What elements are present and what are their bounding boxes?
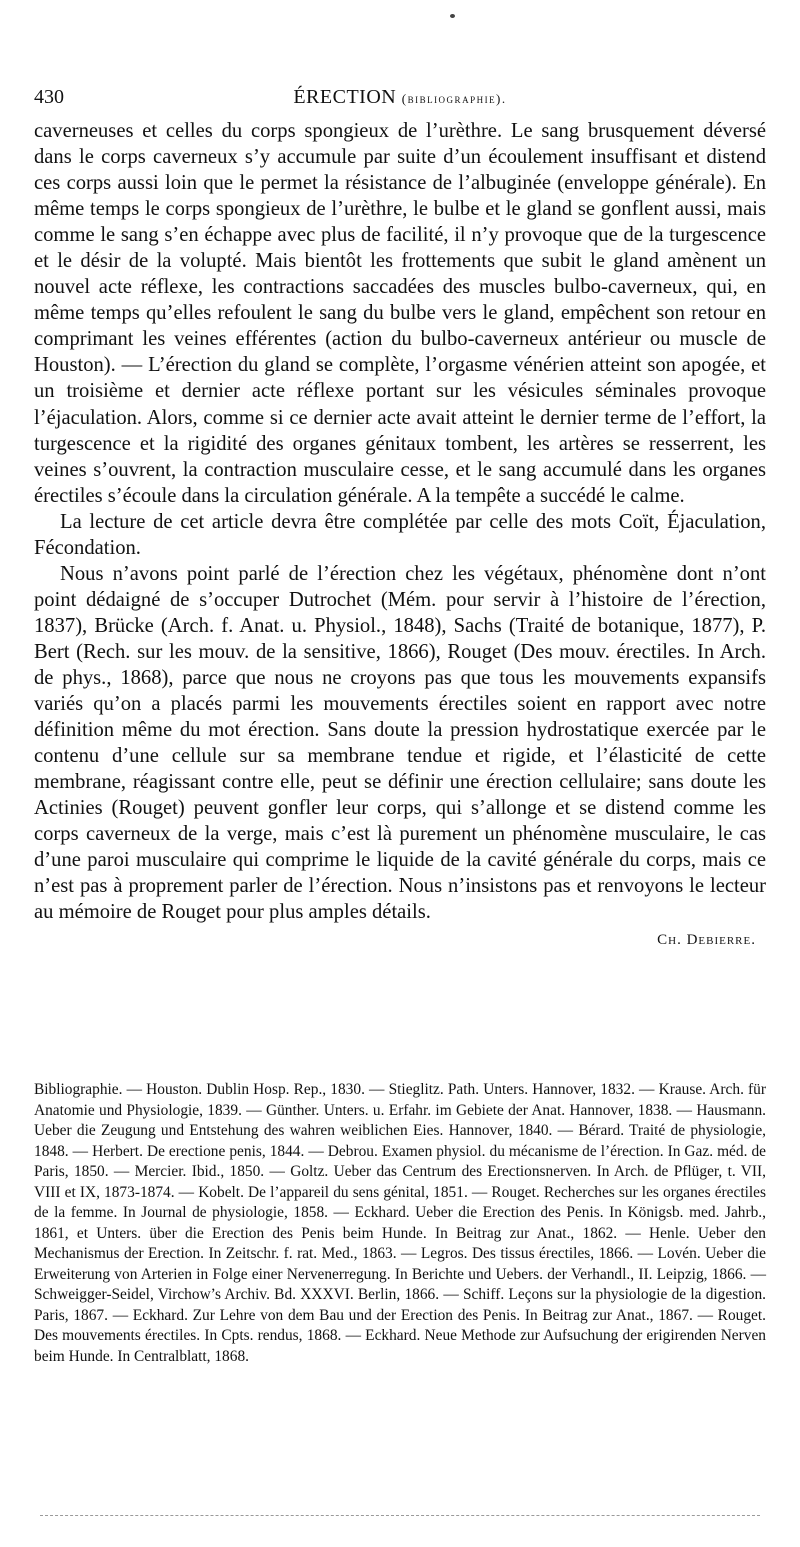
bibliography-text: Bibliographie. — Houston. Dublin Hosp. Rep., 1830. — Stieglitz. Path. Unters. Hannover, 1832. — Krause. Arch. für Anatomie und Physiologie, 1839. — Günther. Unters. u. Erfahr. im Gebiete der Anat. Hannover, 1838. — Hausmann. Ueber die Zeugung und Entstehung des wahren weiblichen Eies. Hannover, 1840. — Bérard. Traité de physiologie, 1848. — Herbert. De erectione penis, 1844. — Debrou. Examen physiol. du mécanisme de l’érection. In Gaz. méd. de Paris, 1850. — Mercier. Ibid., 1850. — Goltz. Ueber das Centrum des Erectionsnerven. In Arch. de Pflüger, t. VII, VIII et IX, 1873-1874. — Kobelt. De l’appareil du sens génital, 1851. — Rouget. Recherches sur les organes érectiles de la femme. In Journal de physiologie, 1858. — Eckhard. Ueber die Erection des Penis. In Königsb. med. Jahrb., 1861, et Unters. über die Erection des Penis beim Hunde. In Beitrag zur Anat., 1862. — Henle. Ueber den Mechanismus der Erection. In Zeitschr. f. rat. Med., 1863. — Legros. Des tissus érectiles, 1866. — Lovén. Ueber die Erweiterung von Arterien in Folge einer Nervenerregung. In Berichte und Uebers. der Verhandl., II. Leipzig, 1866. — Schweigger-Seidel, Virchow’s Archiv. Bd. XXXVI. Berlin, 1866. — Schiff. Leçons sur la physiologie de la digestion. Paris, 1867. — Eckhard. Zur Lehre von dem Bau und der Erection des Penis. In Beitrag zur Anat., 1867. — Rouget. Des mouvements érectiles. In Cpts. rendus, 1868. — Eckhard. Neue Methode zur Aufsuchung der erigirenden Nerven beim Hunde. In Centralblatt, 1868. (34, 1081, 766, 1365)
page-number: 430 (34, 86, 64, 108)
paragraph-see-also: La lecture de cet article devra être complétée par celle des mots Coït, Éjaculation, Fécondation. (34, 510, 766, 559)
running-title (34, 86, 766, 109)
author-signature (34, 925, 766, 953)
book-page (34, 0, 766, 1547)
footer-rule (40, 1515, 760, 1516)
running-title-main: ÉRECTION (293, 86, 397, 108)
running-title-subtitle: (bibliographie). (401, 91, 507, 106)
paragraph-physiology: caverneuses et celles du corps spongieux de l’urèthre. Le sang brusquement déversé dans le corps caverneux s’y accumule par suite d’un écoulement insuffisant et distend ces corps aussi loin que le permet la résistance de l’albuginée (enveloppe générale). En même temps le corps spongieux de l’urèthre, le bulbe et le gland se gonflent aussi, mais comme le sang s’en échappe avec plus de facilité, il n’y provoque que de la turgescence et le désir de la volupté. Mais bientôt les frottements que subit le gland amènent un nouvel acte réflexe, les contractions saccadées des muscles bulbo-caverneux, qui, en même temps qu’elles refoulent le sang du bulbe vers le gland, empêchent son retour en comprimant les veines efférentes (action du bulbo-caverneux antérieur ou muscle de Houston). — L’érection du gland se complète, l’orgasme vénérien atteint son apogée, et un troisième et dernier acte réflexe portant sur les vésicules séminales provoque l’éjaculation. Alors, comme si ce dernier acte avait atteint le dernier terme de l’effort, la turgescence et la rigidité des organes génitaux tombent, les artères se resserrent, les veines s’ouvrent, la contraction musculaire cesse, et le sang accumulé dans les organes érectiles s’écoule dans la circulation générale. A la tempête a succédé le calme. (34, 120, 766, 507)
author-name: Ch. Debierre. (657, 932, 756, 949)
article-body (34, 118, 766, 954)
paragraph-plants: Nous n’avons point parlé de l’érection chez les végétaux, phénomène dont n’ont point dédaigné de s’occuper Dutrochet (Mém. pour servir à l’histoire de l’érection, 1837), Brücke (Arch. f. Anat. u. Physiol., 1848), Sachs (Traité de botanique, 1877), P. Bert (Rech. sur les mouv. de la sensitive, 1866), Rouget (Des mouv. érectiles. In Arch. de phys., 1868), parce que nous ne croyons pas que tous les mouvements expansifs variés qu’on a placés parmi les mouvements érectiles soient en rapport avec notre définition même du mot érection. Sans doute la pression hydrostatique exercée par le contenu d’une cellule sur sa membrane tendue et rigide, et l’élasticité de cette membrane, réagissant contre elle, peut se définir une érection cellulaire; sans doute les Actinies (Rouget) peuvent gonfler leur corps, qui s’allonge et se distend comme les corps caverneux de la verge, mais c’est là purement un phénomène musculaire, le cas d’une paroi musculaire qui comprime le liquide de la cavité générale du corps, mais ce n’est pas à proprement parler de l’érection. Nous n’insistons pas et renvoyons le lecteur au mémoire de Rouget pour plus amples détails. (34, 562, 766, 924)
bibliography (34, 1080, 766, 1367)
print-speck (450, 14, 455, 18)
page-header (34, 86, 766, 114)
